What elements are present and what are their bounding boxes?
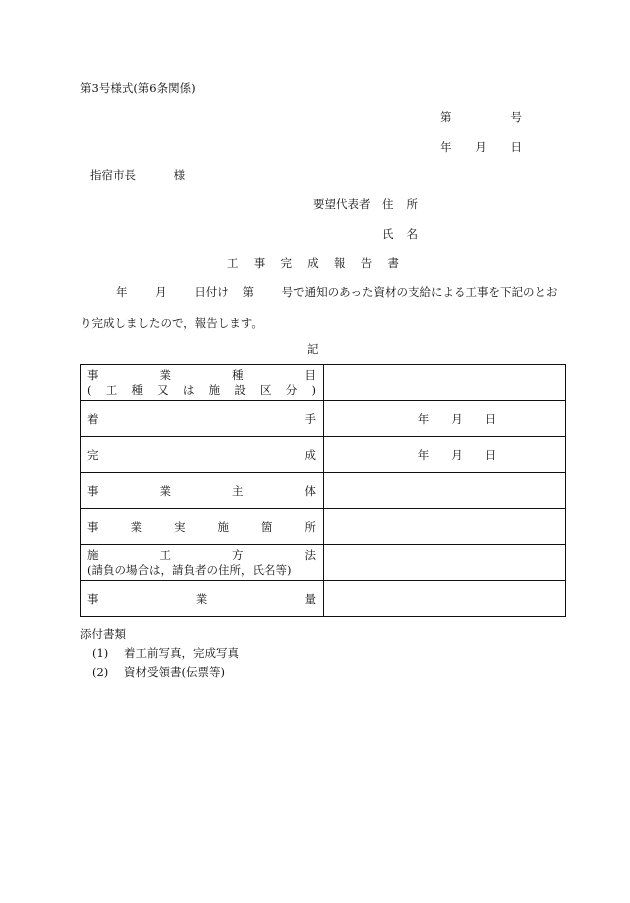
table-row: [81, 401, 566, 437]
label-char: 事: [87, 519, 99, 534]
requester-address-label: [382, 196, 418, 212]
label-char: 施: [208, 382, 221, 397]
ki-heading: 記: [307, 342, 319, 356]
label-char: 工: [159, 547, 171, 562]
doc-number-prefix: 第: [440, 110, 452, 124]
document-date: [440, 139, 522, 155]
label-char: 又: [157, 382, 169, 397]
attachment-text: 資材受領書(伝票等): [123, 665, 225, 679]
address-label-char: 住: [382, 197, 394, 211]
label-char: 所: [304, 519, 316, 534]
label-char: 施: [87, 547, 99, 562]
date-year-label: 年: [417, 411, 430, 426]
label-char: は: [182, 382, 195, 397]
body-day: 日付け: [194, 285, 229, 299]
row-value-field[interactable]: [324, 365, 566, 401]
table-row: [81, 437, 566, 473]
attachment-number: (2): [92, 665, 109, 679]
label-char: 設: [234, 382, 246, 397]
date-year-label: 年: [440, 140, 452, 154]
row-label: [81, 509, 324, 545]
name-label-char: 名: [406, 227, 418, 241]
attachment-number: (1): [92, 646, 109, 660]
body-line-1: [116, 284, 558, 300]
label-char: 実: [174, 519, 186, 534]
row-label: [81, 365, 324, 401]
body-year: 年: [116, 285, 128, 299]
label-char: 体: [304, 483, 316, 498]
label-char: 分: [285, 382, 298, 397]
label-char: 種: [131, 382, 143, 397]
label-char: 手: [304, 411, 316, 426]
date-day-label: 日: [484, 447, 497, 462]
row-value-field[interactable]: [324, 473, 566, 509]
body-line-2: り完成しましたので，報告します。: [80, 316, 263, 330]
row-label: [81, 401, 324, 437]
label-char: 方: [232, 547, 244, 562]
label-char: 成: [304, 447, 316, 462]
label-char: 工: [105, 382, 118, 397]
completion-date-field[interactable]: [324, 437, 566, 473]
title-char: 書: [387, 256, 399, 270]
label-char: (: [87, 382, 92, 397]
table-row: [81, 581, 566, 617]
addressee: [90, 167, 185, 183]
addressee-honorific: 様: [173, 168, 186, 182]
row-value-field[interactable]: [324, 509, 566, 545]
attachment-item: [92, 664, 225, 680]
table-row: [81, 509, 566, 545]
row-value-field[interactable]: [324, 545, 566, 581]
label-char: 着: [87, 411, 99, 426]
label-char: 業: [195, 591, 208, 606]
label-char: 法: [304, 547, 316, 562]
label-char: 事: [87, 591, 99, 606]
addressee-name: 指宿市長: [90, 168, 136, 182]
label-char: 種: [232, 367, 244, 382]
address-label-char: 所: [406, 197, 418, 211]
attachment-item: [92, 645, 239, 661]
label-char: 業: [159, 483, 171, 498]
label-char: 事: [87, 367, 99, 382]
row-label: [81, 581, 324, 617]
form-number: 第3号様式(第6条関係): [80, 81, 196, 95]
title-char: 告: [360, 256, 373, 270]
body-text: 号で通知のあった資材の支給による工事を下記のとお: [281, 285, 558, 299]
date-month-label: 月: [451, 411, 463, 426]
start-date-field[interactable]: [324, 401, 566, 437]
table-row: [81, 365, 566, 401]
doc-number: [440, 109, 522, 125]
requester-role: 要望代表者: [313, 197, 371, 211]
document-title: [227, 255, 399, 271]
attachments-heading: 添付書類: [80, 627, 126, 641]
row-value-field[interactable]: [324, 581, 566, 617]
label-note: (請負の場合は，請負者の住所，氏名等): [87, 562, 292, 577]
label-char: 箇: [261, 519, 273, 534]
date-day-label: 日: [484, 411, 497, 426]
requester-name-label: [382, 226, 418, 242]
date-day-label: 日: [510, 140, 522, 154]
label-char: 主: [232, 483, 244, 498]
label-char: ): [311, 382, 316, 397]
row-label: [81, 437, 324, 473]
label-char: 量: [304, 591, 316, 606]
doc-number-suffix: 号: [510, 110, 522, 124]
label-char: 業: [130, 519, 142, 534]
title-char: 報: [334, 256, 346, 270]
label-char: 目: [304, 367, 316, 382]
title-char: 成: [307, 256, 319, 270]
date-year-label: 年: [417, 447, 430, 462]
title-char: 工: [227, 256, 239, 270]
label-char: 業: [159, 367, 171, 382]
attachment-text: 着工前写真，完成写真: [123, 646, 239, 660]
label-char: 施: [217, 519, 229, 534]
title-char: 完: [280, 256, 292, 270]
body-number-prefix: 第: [242, 285, 254, 299]
date-month-label: 月: [475, 140, 487, 154]
label-char: 完: [87, 447, 99, 462]
date-month-label: 月: [451, 447, 463, 462]
label-char: 区: [260, 382, 272, 397]
row-label: [81, 473, 324, 509]
table-row: [81, 473, 566, 509]
title-char: 事: [253, 256, 266, 270]
body-month: 月: [155, 285, 167, 299]
row-label: [81, 545, 324, 581]
table-row: [81, 545, 566, 581]
label-char: 事: [87, 483, 99, 498]
name-label-char: 氏: [382, 227, 394, 241]
record-table: [80, 364, 566, 617]
